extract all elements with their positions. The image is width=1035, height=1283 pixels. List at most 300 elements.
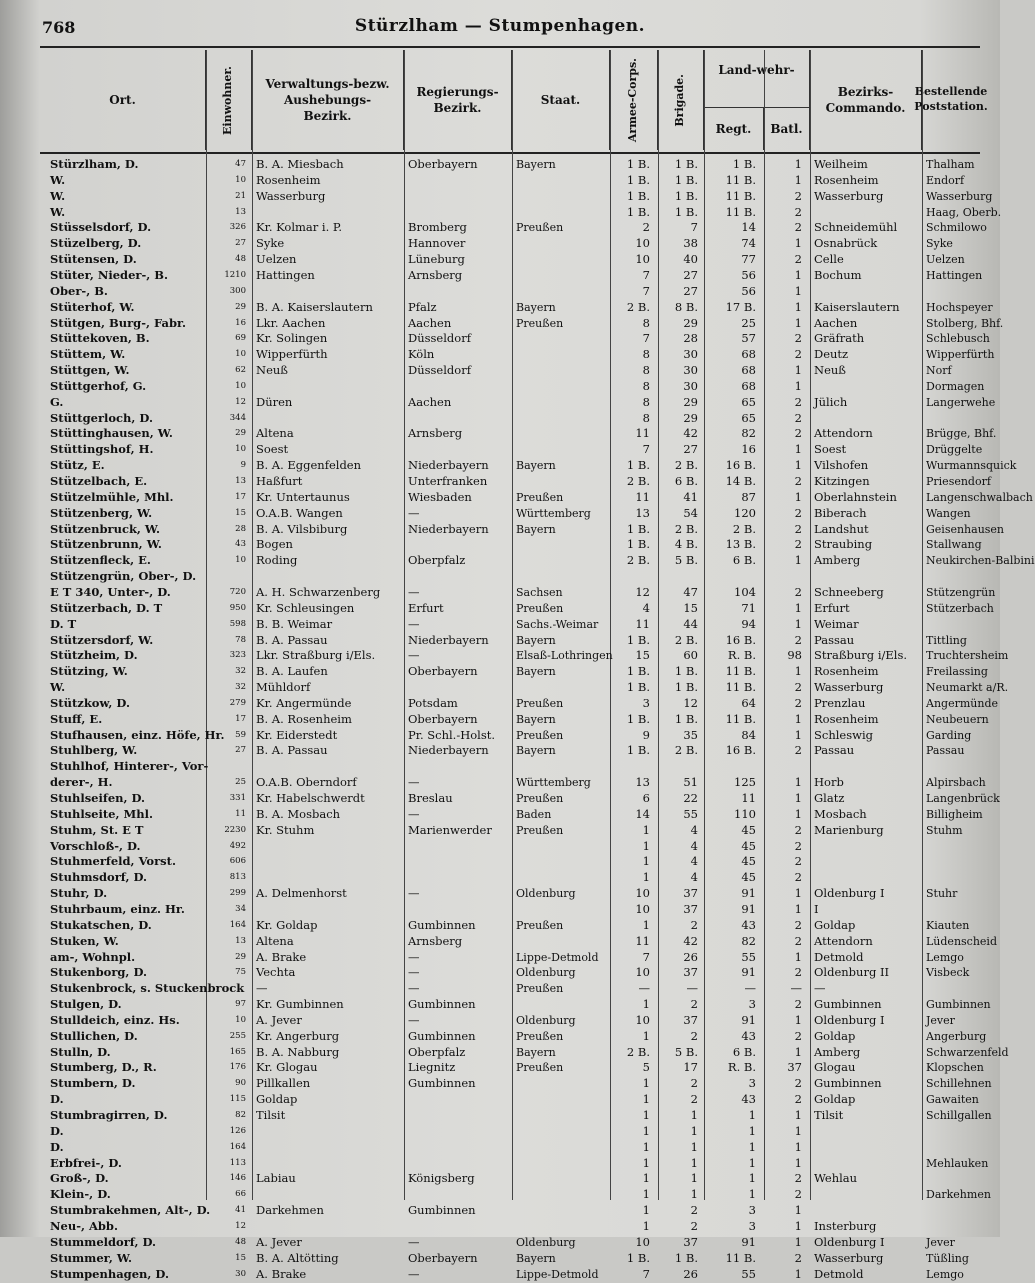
armee-corps-cell: 1 [642, 1123, 650, 1138]
einwohner-cell: 299 [229, 888, 246, 899]
bezirks-cell: Passau [814, 743, 855, 758]
ort-cell: Stützelbach, E. [50, 474, 148, 488]
staat-cell [512, 996, 610, 1013]
verwaltung-cell: Goldap [256, 1092, 298, 1107]
regierung-cell: Düsseldorf [408, 331, 471, 346]
regt-cell: 6 B. [732, 1044, 756, 1059]
regt-cell: 91 [741, 901, 756, 916]
ort-cell: Vorschloß-, D. [50, 838, 141, 853]
batl-cell: 2 [794, 220, 802, 235]
table-row [40, 1075, 992, 1092]
bezirks-cell: Insterburg [814, 1218, 877, 1233]
poststation-cell: Neukirchen-Balbini [926, 554, 1035, 568]
regierung-cell: Oberpfalz [408, 553, 466, 568]
einwohner-cell: 10 [235, 380, 246, 391]
ort-cell: D. [50, 1123, 64, 1138]
table-row [40, 1170, 980, 1187]
regierung-cell [404, 758, 512, 775]
einwohner-cell: 48 [235, 254, 246, 265]
armee-corps-cell: 1 [642, 1076, 650, 1091]
einwohner-cell: 47 [235, 159, 246, 169]
verwaltung-cell [252, 869, 402, 886]
einwohner-cell: 30 [235, 1268, 246, 1279]
regt-cell: 68 [741, 363, 756, 378]
armee-corps-cell: 7 [642, 331, 650, 346]
einwohner-cell: 344 [229, 412, 246, 423]
regt-cell: 84 [741, 727, 756, 742]
regierung-cell: Gumbinnen [408, 1028, 476, 1043]
staat-cell [512, 758, 610, 775]
batl-cell: 1 [794, 378, 802, 393]
ort-cell: G. [50, 394, 64, 409]
bezirks-cell [810, 204, 922, 221]
staat-cell [512, 1123, 610, 1140]
brigade-cell [658, 568, 704, 585]
staat-cell [512, 853, 610, 870]
einwohner-cell: 16 [235, 317, 246, 328]
verwaltung-cell: Wipperfürth [256, 347, 328, 362]
ort-cell: Stützenberg, W. [50, 505, 153, 520]
regt-cell: 43 [741, 917, 756, 932]
brigade-cell: 54 [683, 505, 698, 520]
header-brigade-text: Brigade. [673, 73, 687, 127]
armee-corps-cell: 7 [642, 949, 650, 964]
verwaltung-cell: Kr. Gumbinnen [256, 997, 344, 1012]
header-bezirks: Bezirks-Commando. [810, 50, 922, 150]
brigade-cell: 17 [683, 1060, 698, 1075]
header-landwehr: Land-wehr- [704, 50, 810, 108]
armee-corps-cell: 7 [642, 283, 650, 298]
bezirks-cell: Attendorn [814, 426, 873, 441]
batl-cell [764, 568, 808, 585]
verwaltung-cell: Kr. Angermünde [256, 695, 352, 710]
bezirks-cell: Detmold [814, 1266, 864, 1281]
verwaltung-cell: — [256, 981, 268, 996]
ort-cell: Stützheim, D. [50, 648, 138, 663]
brigade-cell: 1 [690, 1108, 698, 1122]
einwohner-cell: 10 [235, 555, 246, 566]
einwohner-cell: 9 [240, 460, 246, 471]
table-row [40, 172, 980, 189]
einwohner-cell: 41 [235, 1205, 246, 1216]
poststation-cell: Syke [926, 237, 953, 251]
batl-cell: 1 [794, 775, 802, 790]
regierung-cell [404, 1155, 512, 1172]
ort-cell: Stuhrbaum, einz. Hr. [50, 901, 185, 916]
verwaltung-cell [252, 204, 402, 221]
armee-corps-cell: 1 [642, 1155, 650, 1170]
einwohner-cell: 12 [235, 396, 246, 407]
regt-cell: 45 [741, 854, 756, 869]
bezirks-cell: Kitzingen [814, 474, 870, 488]
poststation-cell [922, 853, 1022, 870]
armee-corps-cell: 1 B. [626, 157, 650, 171]
batl-cell: 1 [794, 806, 802, 821]
poststation-cell: Angermünde [926, 696, 998, 710]
brigade-cell: 1 [690, 1123, 698, 1138]
bezirks-cell: Bochum [814, 267, 862, 282]
bezirks-cell: Neuß [814, 363, 846, 378]
einwohner-cell: 164 [229, 1141, 246, 1152]
bezirks-cell [810, 378, 922, 395]
staat-cell [512, 1107, 610, 1124]
regierung-cell: — [408, 616, 420, 631]
ort-cell: Stützing, W. [50, 664, 128, 679]
poststation-cell [922, 1139, 1022, 1156]
table-row [40, 1012, 980, 1029]
einwohner-cell: 492 [229, 840, 246, 851]
regt-cell: 65 [741, 394, 756, 409]
einwohner-cell: 164 [229, 919, 246, 930]
table-row [40, 1250, 980, 1267]
regierung-cell: Niederbayern [408, 632, 489, 647]
bezirks-cell: Oldenburg I [814, 1012, 885, 1027]
header-einwohner-text: Einwohner. [221, 65, 235, 135]
regt-cell: 91 [741, 965, 756, 980]
verwaltung-cell [252, 838, 402, 855]
ort-cell: Stüttingshof, H. [50, 442, 154, 457]
staat-cell: Preußen [516, 601, 564, 615]
regt-cell: 65 [741, 410, 756, 425]
bezirks-cell: Goldap [814, 1092, 856, 1107]
bezirks-cell [810, 1123, 922, 1140]
armee-corps-cell: 10 [635, 901, 650, 916]
verwaltung-cell: B. A. Miesbach [256, 157, 344, 171]
einwohner-cell: 598 [229, 618, 246, 629]
poststation-cell [922, 410, 1022, 427]
brigade-cell: 2 [690, 1092, 698, 1107]
table-row [40, 1155, 989, 1172]
armee-corps-cell: 13 [635, 775, 650, 790]
bezirks-cell [810, 1139, 922, 1156]
poststation-cell [922, 616, 1022, 633]
regierung-cell: Oberbayern [408, 711, 478, 726]
table-row [40, 267, 983, 284]
poststation-cell: Drüggelte [926, 443, 983, 457]
regierung-cell [404, 838, 512, 855]
bezirks-cell: Celle [814, 252, 844, 267]
staat-cell [512, 330, 610, 347]
batl-cell: 2 [794, 410, 802, 425]
regt-cell: 68 [741, 347, 756, 362]
einwohner-cell: 720 [229, 586, 246, 597]
brigade-cell: 2 B. [674, 458, 698, 473]
ort-cell: Stüsselsdorf, D. [50, 220, 152, 235]
batl-cell: 2 [794, 1076, 802, 1091]
staat-cell [512, 1218, 610, 1235]
ort-cell: derer-, H. [50, 775, 113, 790]
armee-corps-cell: 1 [642, 1203, 650, 1218]
staat-cell: Sachs.-Weimar [516, 617, 599, 631]
poststation-cell: Wangen [926, 506, 971, 520]
regierung-cell: — [408, 584, 420, 599]
regierung-cell [404, 410, 512, 427]
ort-cell: Stulln, D. [50, 1044, 111, 1059]
regierung-cell: Gumbinnen [408, 1076, 476, 1091]
einwohner-cell: 48 [235, 1236, 246, 1247]
regierung-cell [404, 172, 512, 189]
poststation-cell: Hochspeyer [926, 300, 993, 314]
poststation-cell: Visbeck [926, 966, 970, 980]
table-row [40, 838, 980, 855]
brigade-cell: 35 [683, 727, 698, 742]
ort-cell: Stuhlseite, Mhl. [50, 806, 153, 821]
regierung-cell: Hannover [408, 236, 466, 251]
brigade-cell: 6 B. [674, 474, 698, 488]
batl-cell: 2 [794, 854, 802, 869]
table-row [40, 1044, 1009, 1061]
staat-cell: Lippe-Detmold [516, 950, 599, 964]
poststation-cell: Lemgo [926, 950, 964, 964]
poststation-cell: Billigheim [926, 807, 983, 821]
table-row [40, 980, 980, 997]
batl-cell: 2 [794, 394, 802, 409]
verwaltung-cell: Neuß [256, 363, 288, 378]
poststation-cell: Darkehmen [926, 1188, 991, 1202]
staat-cell: Preußen [516, 982, 564, 996]
ort-cell: Stumbern, D. [50, 1076, 136, 1091]
bezirks-cell: Gumbinnen [814, 997, 882, 1012]
regt-cell: 1 [748, 1139, 756, 1154]
regt-cell: 6 B. [732, 553, 756, 568]
batl-cell: 2 [794, 1028, 802, 1043]
einwohner-cell: 90 [235, 1078, 246, 1089]
brigade-cell: 29 [683, 394, 698, 409]
bezirks-cell [810, 1186, 922, 1203]
verwaltung-cell: O.A.B. Oberndorf [256, 775, 357, 790]
regt-cell: 11 B. [725, 204, 756, 219]
regierung-cell [404, 869, 512, 886]
staat-cell: Preußen [516, 823, 564, 837]
table-row [40, 774, 986, 791]
einwohner-cell: 15 [235, 1252, 246, 1263]
ort-cell: Stuhr, D. [50, 886, 108, 901]
staat-cell [512, 283, 610, 300]
batl-cell: 1 [794, 727, 802, 742]
regt-cell: — [744, 981, 756, 996]
regierung-cell: — [408, 648, 420, 663]
table-row [40, 758, 980, 775]
table-row [40, 647, 1009, 664]
brigade-cell: 1 [690, 1171, 698, 1186]
table-row [40, 204, 1002, 221]
regt-cell: 56 [741, 283, 756, 298]
bezirks-cell [810, 568, 922, 585]
table-row [40, 1202, 980, 1219]
table-row [40, 1186, 991, 1203]
staat-cell [512, 1139, 610, 1156]
ort-cell: Stukatschen, D. [50, 917, 152, 932]
poststation-cell: Hattingen [926, 268, 983, 282]
table-row [40, 521, 1005, 538]
regierung-cell [404, 188, 512, 205]
poststation-cell: Stützengrün [926, 585, 996, 599]
poststation-cell: Kiauten [926, 918, 970, 932]
regierung-cell: Königsberg [408, 1171, 475, 1186]
bezirks-cell: Marienburg [814, 822, 884, 837]
staat-cell: Preußen [516, 792, 564, 805]
armee-corps-cell: 1 [642, 1187, 650, 1202]
brigade-cell: 5 B. [674, 1044, 698, 1059]
bezirks-cell: Wasserburg [814, 680, 884, 695]
armee-corps-cell: 1 B. [626, 711, 650, 726]
batl-cell: 2 [794, 933, 802, 948]
regierung-cell [404, 378, 512, 395]
header-ort: Ort. [40, 50, 206, 150]
brigade-cell: 2 [690, 917, 698, 932]
ort-cell: Stütensen, D. [50, 252, 137, 267]
table-row [40, 996, 991, 1013]
brigade-cell: 30 [683, 363, 698, 378]
regt-cell [704, 758, 762, 775]
einwohner-cell: 82 [235, 1110, 246, 1120]
brigade-cell: 60 [683, 648, 698, 663]
table-row [40, 727, 980, 744]
regt-cell: 1 [748, 1187, 756, 1202]
verwaltung-cell [252, 283, 402, 300]
armee-corps-cell: 1 B. [626, 1250, 650, 1265]
bezirks-cell: Kaiserslautern [814, 299, 900, 314]
regt-cell: 45 [741, 870, 756, 885]
poststation-cell: Thalham [926, 158, 975, 171]
armee-corps-cell: 15 [635, 648, 650, 663]
batl-cell: 1 [794, 886, 802, 901]
staat-cell: Bayern [516, 633, 556, 647]
verwaltung-cell: Kr. Kolmar i. P. [256, 220, 342, 235]
poststation-cell [922, 901, 1022, 918]
staat-cell: Bayern [516, 300, 556, 314]
armee-corps-cell: 1 B. [626, 521, 650, 536]
regt-cell: 16 B. [725, 743, 756, 758]
staat-cell [512, 362, 610, 379]
regierung-cell [404, 1091, 512, 1108]
poststation-cell: Mehlauken [926, 1156, 989, 1170]
batl-cell: 1 [794, 267, 802, 282]
regierung-cell [404, 441, 512, 458]
verwaltung-cell: Kr. Solingen [256, 331, 328, 346]
bezirks-cell: Goldap [814, 917, 856, 932]
poststation-cell: Langerwehe [926, 395, 996, 409]
staat-cell: Bayern [516, 1251, 556, 1265]
verwaltung-cell: B. A. Laufen [256, 664, 328, 679]
table-row [40, 1107, 992, 1124]
brigade-cell: 42 [683, 933, 698, 948]
batl-cell: 1 [794, 363, 802, 378]
staat-cell [512, 901, 610, 918]
einwohner-cell: 59 [235, 729, 246, 740]
verwaltung-cell [252, 378, 402, 395]
regierung-cell [404, 901, 512, 918]
table-row [40, 790, 1000, 807]
batl-cell: 1 [794, 458, 802, 473]
einwohner-cell: 34 [235, 903, 246, 914]
poststation-cell: Freilassing [926, 665, 988, 679]
einwohner-cell: 11 [235, 808, 246, 819]
regierung-cell: Unterfranken [408, 474, 488, 488]
bezirks-cell: Attendorn [814, 933, 873, 948]
ort-cell: Groß-, D. [50, 1171, 109, 1186]
bezirks-cell: Mosbach [814, 806, 867, 821]
table-row [40, 1091, 980, 1108]
brigade-cell: 22 [683, 791, 698, 805]
bezirks-cell: Soest [814, 442, 847, 457]
regt-cell: 17 B. [725, 299, 756, 314]
regt-cell: 1 [748, 1171, 756, 1186]
brigade-cell: 30 [683, 378, 698, 393]
header-armee-corps [610, 50, 658, 150]
staat-cell: Elsaß-Lothringen [516, 649, 613, 663]
regierung-cell: Lüneburg [408, 252, 465, 267]
armee-corps-cell: 6 [642, 791, 650, 805]
regt-cell: 14 B. [725, 474, 756, 488]
poststation-cell: Tüßling [926, 1251, 969, 1265]
bezirks-cell: Rosenheim [814, 172, 879, 187]
table-row [40, 188, 993, 205]
bezirks-cell: Straßburg i/Els. [814, 648, 907, 663]
einwohner-cell: 32 [235, 682, 246, 693]
poststation-cell: Gumbinnen [926, 998, 991, 1012]
einwohner-cell: 17 [235, 491, 246, 502]
einwohner-cell: 29 [235, 428, 246, 439]
poststation-cell: Schwarzenfeld [926, 1045, 1009, 1059]
armee-corps-cell: 2 B. [626, 299, 650, 314]
armee-corps-cell: 11 [635, 616, 650, 631]
einwohner-cell: 29 [235, 951, 246, 962]
regt-cell: R. B. [727, 1060, 756, 1075]
batl-cell: 1 [794, 1203, 802, 1218]
regierung-cell: — [408, 949, 420, 964]
staat-cell [512, 267, 610, 284]
brigade-cell: 37 [683, 1234, 698, 1249]
ort-cell: Stuhlberg, W. [50, 743, 138, 758]
verwaltung-cell: Haßfurt [256, 474, 303, 488]
ort-cell: Erbfrei-, D. [50, 1155, 122, 1170]
einwohner-cell: 10 [235, 349, 246, 360]
brigade-cell: 1 [690, 1139, 698, 1154]
poststation-cell: Schlebusch [926, 332, 990, 346]
armee-corps-cell: 10 [635, 886, 650, 901]
poststation-cell: Stützerbach [926, 601, 994, 615]
armee-corps-cell: 2 B. [626, 553, 650, 568]
armee-corps-cell: 10 [635, 965, 650, 980]
staat-cell [512, 1202, 610, 1219]
einwohner-cell: 165 [229, 1046, 246, 1057]
armee-corps-cell: 1 [642, 1218, 650, 1233]
table-row [40, 410, 980, 427]
ort-cell: D. [50, 1139, 64, 1154]
regierung-cell: Düsseldorf [408, 363, 471, 378]
verwaltung-cell: Syke [256, 236, 285, 251]
einwohner-cell: 10 [235, 174, 246, 185]
brigade-cell [658, 758, 704, 775]
verwaltung-cell [252, 1186, 402, 1203]
bezirks-cell [810, 410, 922, 427]
batl-cell: 1 [794, 664, 802, 679]
batl-cell: 1 [794, 172, 802, 187]
regt-cell: 45 [741, 838, 756, 853]
staat-cell [512, 410, 610, 427]
ort-cell: Stuhlhof, Hinterer-, Vor- [50, 759, 209, 774]
verwaltung-cell: Düren [256, 394, 293, 409]
regt-cell: R. B. [727, 648, 756, 663]
staat-cell: Oldenburg [516, 1235, 576, 1249]
armee-corps-cell: 5 [642, 1060, 650, 1075]
einwohner-cell: 69 [235, 333, 246, 344]
ort-cell: Stützersdorf, W. [50, 632, 154, 647]
regt-cell: 3 [748, 1218, 756, 1233]
brigade-cell: 37 [683, 965, 698, 980]
table-row [40, 1234, 980, 1251]
